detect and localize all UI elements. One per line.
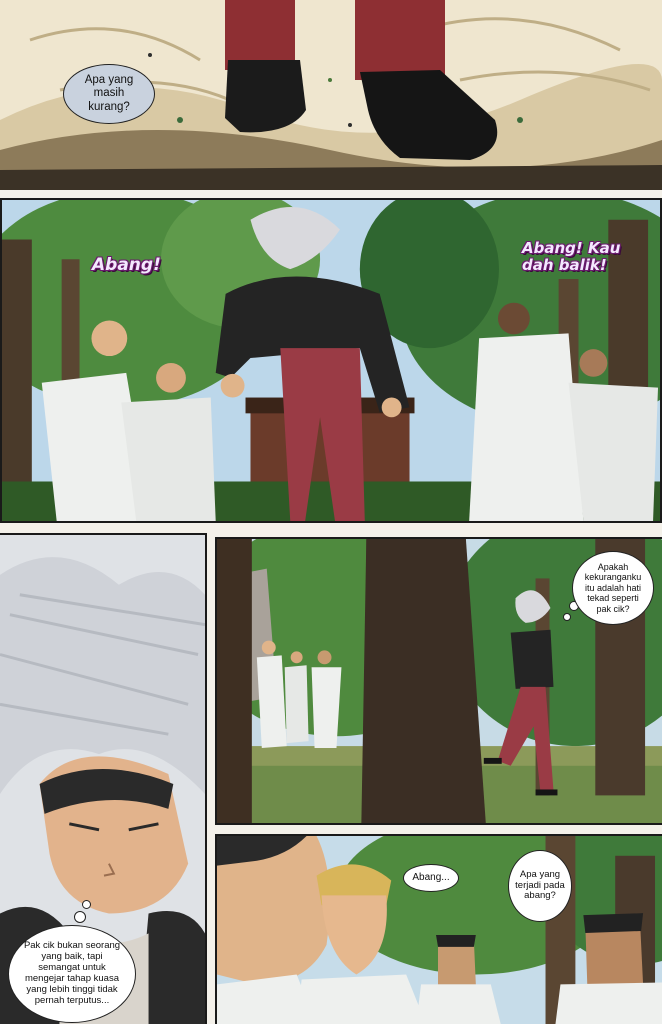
panel-5-disciples bbox=[215, 834, 662, 1024]
thought-dot-2 bbox=[74, 911, 86, 923]
panel-2-return-forest bbox=[0, 198, 662, 523]
panel-4-walking-forest bbox=[215, 537, 662, 825]
thought-dot-1 bbox=[82, 900, 91, 909]
panel-3-closeup bbox=[0, 533, 207, 1024]
speech-bubble-abang: Abang... bbox=[403, 864, 459, 892]
shout-abang-left: Abang! bbox=[92, 255, 161, 275]
thought-bubble-panel4: Apakah kekuranganku itu adalah hati tekad seperti pak cik? bbox=[572, 551, 654, 625]
shout-abang-right: Abang! Kau dah balik! bbox=[522, 239, 621, 274]
speech-bubble-what-happened: Apa yang terjadi pada abang? bbox=[508, 850, 572, 922]
thought-bubble-panel3: Pak cik bukan seorang yang baik, tapi semangat untuk mengejar tahap kuasa yang lebih tinggi tidak pernah terputus... bbox=[8, 925, 136, 1023]
panel-1-feet-impact bbox=[0, 0, 662, 190]
thought-dot-3 bbox=[563, 613, 571, 621]
speech-bubble-panel1: Apa yang masih kurang? bbox=[63, 64, 155, 124]
